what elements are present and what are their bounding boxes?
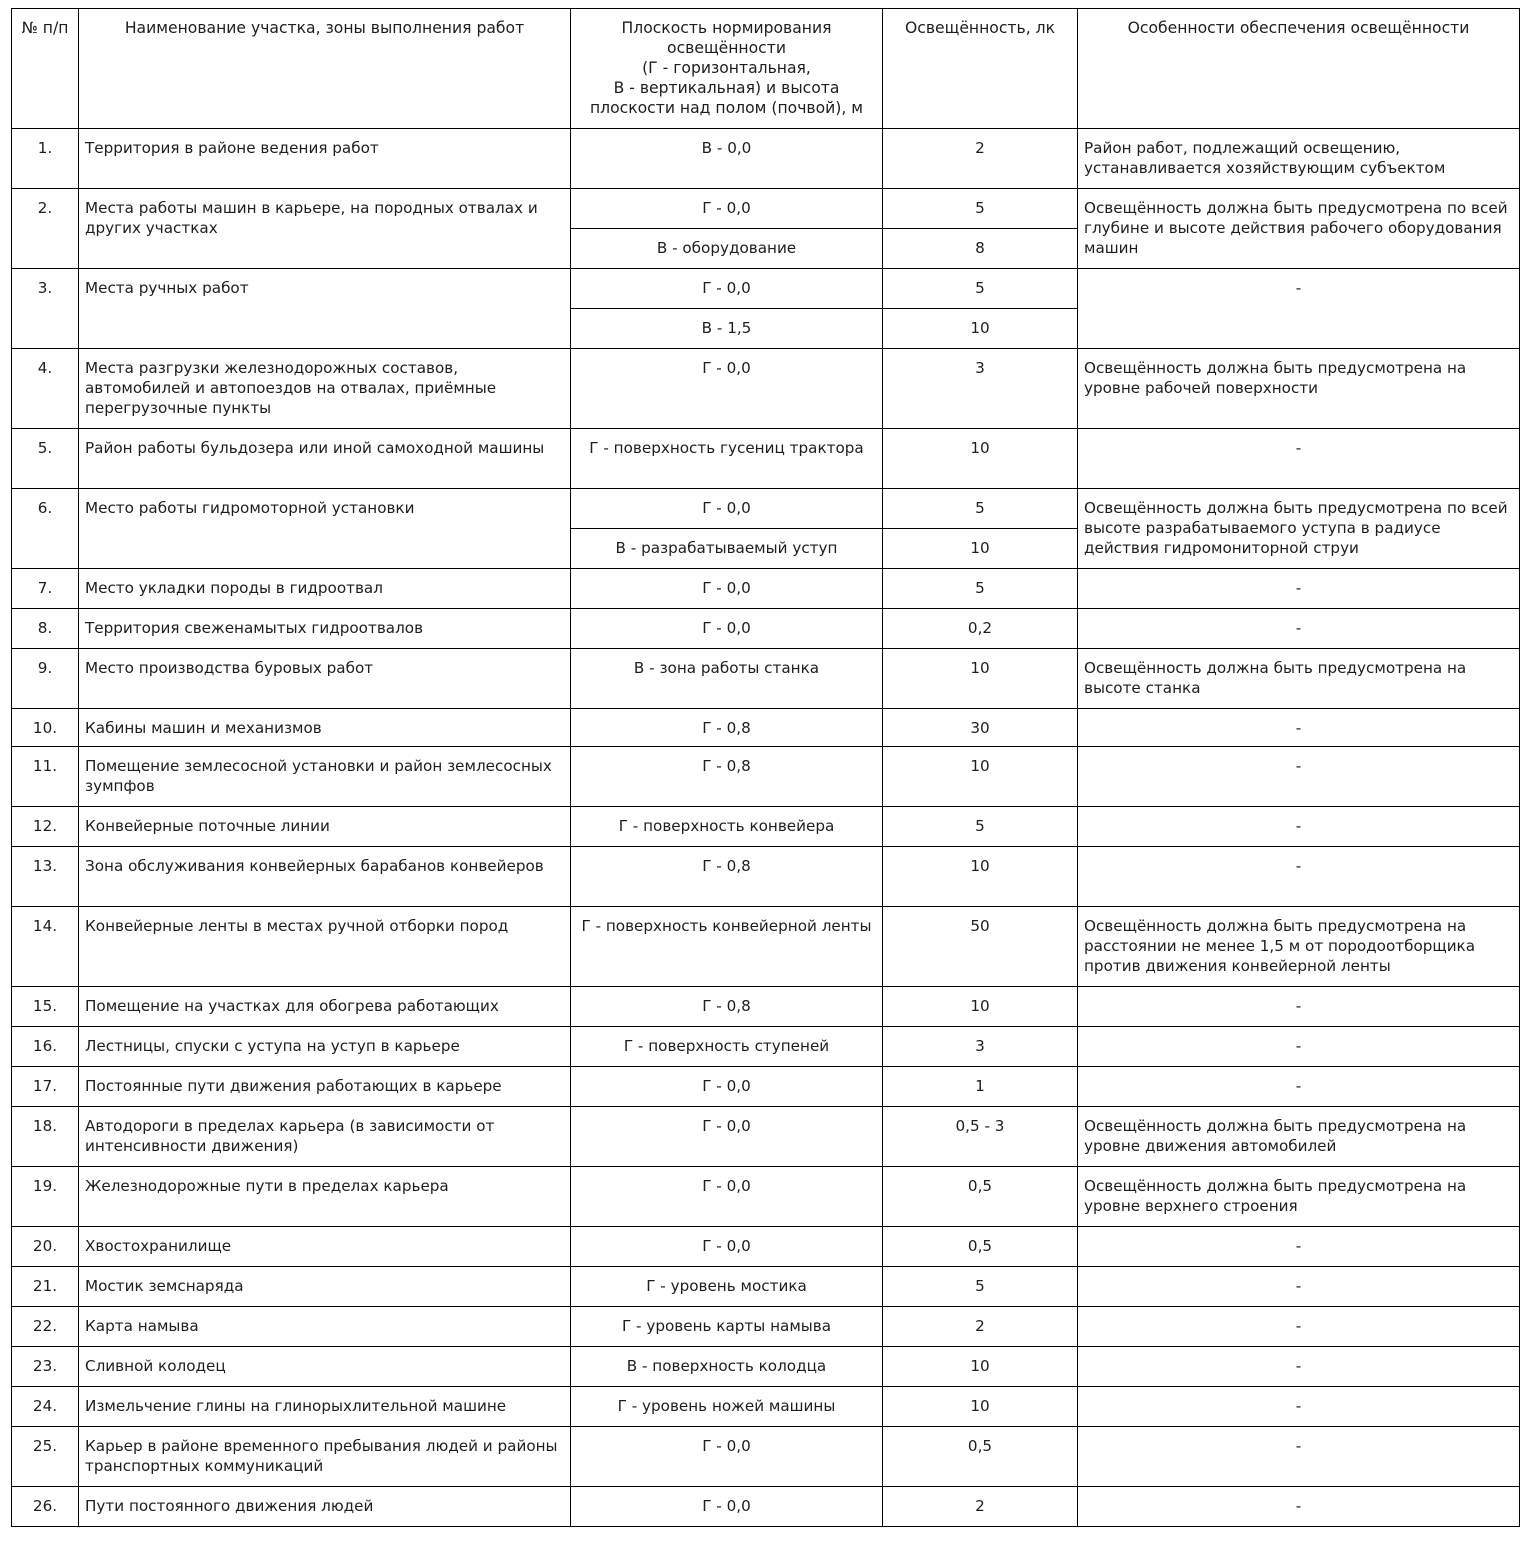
row-lux: 5 [883, 807, 1078, 847]
row-lux: 3 [883, 349, 1078, 429]
row-note: - [1078, 709, 1520, 747]
row-number: 17. [12, 1067, 79, 1107]
row-number: 8. [12, 609, 79, 649]
row-lux: 2 [883, 1307, 1078, 1347]
row-plane: В - оборудование [571, 229, 883, 269]
row-lux: 5 [883, 569, 1078, 609]
row-number: 2. [12, 189, 79, 269]
row-lux: 5 [883, 489, 1078, 529]
header-plane [571, 9, 883, 129]
table-row [12, 129, 1520, 189]
row-number: 1. [12, 129, 79, 189]
row-name: Место укладки породы в гидроотвал [79, 569, 571, 609]
row-note: - [1078, 1067, 1520, 1107]
row-note: - [1078, 429, 1520, 489]
table-row [12, 269, 1520, 309]
row-number: 22. [12, 1307, 79, 1347]
row-plane: В - 0,0 [571, 129, 883, 189]
row-number: 13. [12, 847, 79, 907]
row-note: - [1078, 1347, 1520, 1387]
header-name: Наименование участка, зоны выполнения работ [79, 9, 571, 129]
row-plane: В - зона работы станка [571, 649, 883, 709]
table-row [12, 1027, 1520, 1067]
row-name: Измельчение глины на глинорыхлительной машине [79, 1387, 571, 1427]
table-body [12, 129, 1520, 1527]
row-plane: Г - 0,0 [571, 189, 883, 229]
row-lux: 1 [883, 1067, 1078, 1107]
row-note: - [1078, 987, 1520, 1027]
row-note: - [1078, 569, 1520, 609]
row-lux: 10 [883, 1387, 1078, 1427]
row-lux: 10 [883, 529, 1078, 569]
row-plane: Г - 0,0 [571, 569, 883, 609]
row-name: Лестницы, спуски с уступа на уступ в карьере [79, 1027, 571, 1067]
row-number: 15. [12, 987, 79, 1027]
table-row [12, 1347, 1520, 1387]
row-number: 3. [12, 269, 79, 349]
row-plane: Г - поверхность конвейерной ленты [571, 907, 883, 987]
row-plane: Г - уровень карты намыва [571, 1307, 883, 1347]
row-note: - [1078, 1027, 1520, 1067]
header-row [12, 9, 1520, 129]
row-name: Помещение на участках для обогрева работающих [79, 987, 571, 1027]
row-number: 26. [12, 1487, 79, 1527]
row-lux: 3 [883, 1027, 1078, 1067]
lighting-norms-table [11, 8, 1520, 1527]
row-plane: Г - 0,8 [571, 709, 883, 747]
row-number: 9. [12, 649, 79, 709]
row-number: 10. [12, 709, 79, 747]
row-note: - [1078, 847, 1520, 907]
row-note: - [1078, 269, 1520, 349]
row-lux: 2 [883, 129, 1078, 189]
row-note: Освещённость должна быть предусмотрена на уровне рабочей поверхности [1078, 349, 1520, 429]
header-note: Особенности обеспечения освещённости [1078, 9, 1520, 129]
row-name: Территория в районе ведения работ [79, 129, 571, 189]
row-plane: Г - 0,0 [571, 489, 883, 529]
row-plane: Г - 0,8 [571, 747, 883, 807]
row-lux: 50 [883, 907, 1078, 987]
row-lux: 10 [883, 1347, 1078, 1387]
table-row [12, 1307, 1520, 1347]
row-name: Карта намыва [79, 1307, 571, 1347]
row-plane: В - 1,5 [571, 309, 883, 349]
row-number: 18. [12, 1107, 79, 1167]
row-number: 12. [12, 807, 79, 847]
row-name: Места ручных работ [79, 269, 571, 349]
row-plane: Г - поверхность гусениц трактора [571, 429, 883, 489]
row-number: 4. [12, 349, 79, 429]
row-plane: Г - уровень ножей машины [571, 1387, 883, 1427]
row-name: Место работы гидромоторной установки [79, 489, 571, 569]
row-note: Освещённость должна быть предусмотрена на высоте станка [1078, 649, 1520, 709]
row-name: Пути постоянного движения людей [79, 1487, 571, 1527]
header-num: № п/п [12, 9, 79, 129]
row-name: Территория свеженамытых гидроотвалов [79, 609, 571, 649]
row-name: Помещение землесосной установки и район землесосных зумпфов [79, 747, 571, 807]
row-lux: 10 [883, 747, 1078, 807]
table-row [12, 1267, 1520, 1307]
row-note: Освещённость должна быть предусмотрена на уровне верхнего строения [1078, 1167, 1520, 1227]
table-row [12, 1227, 1520, 1267]
row-lux: 2 [883, 1487, 1078, 1527]
header-plane-line: плоскости над полом (почвой), м [589, 99, 864, 117]
row-lux: 5 [883, 1267, 1078, 1307]
row-lux: 0,2 [883, 609, 1078, 649]
row-note: - [1078, 747, 1520, 807]
table-row [12, 189, 1520, 229]
row-name: Конвейерные ленты в местах ручной отборки пород [79, 907, 571, 987]
table-row [12, 847, 1520, 907]
row-plane: Г - 0,0 [571, 1427, 883, 1487]
row-plane: Г - 0,8 [571, 847, 883, 907]
header-plane-line: В - вертикальная) и высота [613, 79, 840, 97]
row-note: Освещённость должна быть предусмотрена по всей высоте разрабатываемого уступа в радиусе действия гидромониторной струи [1078, 489, 1520, 569]
row-plane: В - поверхность колодца [571, 1347, 883, 1387]
row-note: - [1078, 609, 1520, 649]
row-plane: Г - 0,0 [571, 1067, 883, 1107]
row-number: 5. [12, 429, 79, 489]
row-lux: 0,5 [883, 1227, 1078, 1267]
row-lux: 10 [883, 429, 1078, 489]
table-row [12, 1387, 1520, 1427]
table-row [12, 649, 1520, 709]
row-note: - [1078, 1427, 1520, 1487]
row-plane: Г - поверхность конвейера [571, 807, 883, 847]
row-name: Автодороги в пределах карьера (в зависимости от интенсивности движения) [79, 1107, 571, 1167]
row-number: 19. [12, 1167, 79, 1227]
header-plane-line: (Г - горизонтальная, [642, 59, 811, 77]
row-number: 25. [12, 1427, 79, 1487]
row-note: Освещённость должна быть предусмотрена на расстоянии не менее 1,5 м от породоотборщика против движения конвейерной ленты [1078, 907, 1520, 987]
table-row [12, 349, 1520, 429]
row-plane: Г - 0,0 [571, 1167, 883, 1227]
table-row [12, 569, 1520, 609]
row-lux: 10 [883, 987, 1078, 1027]
table-row [12, 709, 1520, 747]
table-row [12, 907, 1520, 987]
table-row [12, 747, 1520, 807]
row-note: - [1078, 1487, 1520, 1527]
row-lux: 10 [883, 847, 1078, 907]
row-name: Зона обслуживания конвейерных барабанов конвейеров [79, 847, 571, 907]
row-name: Район работы бульдозера или иной самоходной машины [79, 429, 571, 489]
table-row [12, 429, 1520, 489]
row-note: - [1078, 1387, 1520, 1427]
table-row [12, 1427, 1520, 1487]
row-plane: Г - 0,0 [571, 349, 883, 429]
row-note: Освещённость должна быть предусмотрена по всей глубине и высоте действия рабочего оборудования машин [1078, 189, 1520, 269]
row-number: 20. [12, 1227, 79, 1267]
row-lux: 0,5 - 3 [883, 1107, 1078, 1167]
row-plane: Г - 0,0 [571, 609, 883, 649]
header-lux: Освещённость, лк [883, 9, 1078, 129]
table-row [12, 807, 1520, 847]
row-name: Железнодорожные пути в пределах карьера [79, 1167, 571, 1227]
table-row [12, 1107, 1520, 1167]
row-name: Постоянные пути движения работающих в карьере [79, 1067, 571, 1107]
row-plane: Г - 0,0 [571, 1107, 883, 1167]
row-name: Места разгрузки железнодорожных составов, автомобилей и автопоездов на отвалах, приёмные перегрузочные пункты [79, 349, 571, 429]
table-row [12, 987, 1520, 1027]
row-number: 11. [12, 747, 79, 807]
row-name: Сливной колодец [79, 1347, 571, 1387]
row-lux: 10 [883, 309, 1078, 349]
row-number: 7. [12, 569, 79, 609]
row-number: 16. [12, 1027, 79, 1067]
row-plane: Г - 0,0 [571, 269, 883, 309]
row-plane: Г - уровень мостика [571, 1267, 883, 1307]
row-lux: 5 [883, 269, 1078, 309]
row-note: Освещённость должна быть предусмотрена на уровне движения автомобилей [1078, 1107, 1520, 1167]
header-plane-line: освещённости [667, 39, 786, 57]
row-lux: 0,5 [883, 1427, 1078, 1487]
row-note: - [1078, 1307, 1520, 1347]
row-note: - [1078, 1267, 1520, 1307]
row-plane: Г - 0,8 [571, 987, 883, 1027]
row-number: 24. [12, 1387, 79, 1427]
table-row [12, 1167, 1520, 1227]
row-number: 14. [12, 907, 79, 987]
row-name: Места работы машин в карьере, на породных отвалах и других участках [79, 189, 571, 269]
row-lux: 5 [883, 189, 1078, 229]
table-row [12, 609, 1520, 649]
row-name: Конвейерные поточные линии [79, 807, 571, 847]
row-plane: Г - 0,0 [571, 1227, 883, 1267]
row-lux: 8 [883, 229, 1078, 269]
row-note: - [1078, 807, 1520, 847]
row-plane: В - разрабатываемый уступ [571, 529, 883, 569]
row-number: 21. [12, 1267, 79, 1307]
row-lux: 0,5 [883, 1167, 1078, 1227]
row-plane: Г - поверхность ступеней [571, 1027, 883, 1067]
table-row [12, 489, 1520, 529]
row-number: 6. [12, 489, 79, 569]
header-plane-line: Плоскость нормирования [621, 19, 832, 37]
row-name: Хвостохранилище [79, 1227, 571, 1267]
table-row [12, 1067, 1520, 1107]
row-lux: 30 [883, 709, 1078, 747]
row-name: Кабины машин и механизмов [79, 709, 571, 747]
row-note: Район работ, подлежащий освещению, устанавливается хозяйствующим субъектом [1078, 129, 1520, 189]
row-name: Карьер в районе временного пребывания людей и районы транспортных коммуникаций [79, 1427, 571, 1487]
table-row [12, 1487, 1520, 1527]
row-lux: 10 [883, 649, 1078, 709]
row-plane: Г - 0,0 [571, 1487, 883, 1527]
row-number: 23. [12, 1347, 79, 1387]
row-name: Мостик земснаряда [79, 1267, 571, 1307]
row-note: - [1078, 1227, 1520, 1267]
row-name: Место производства буровых работ [79, 649, 571, 709]
